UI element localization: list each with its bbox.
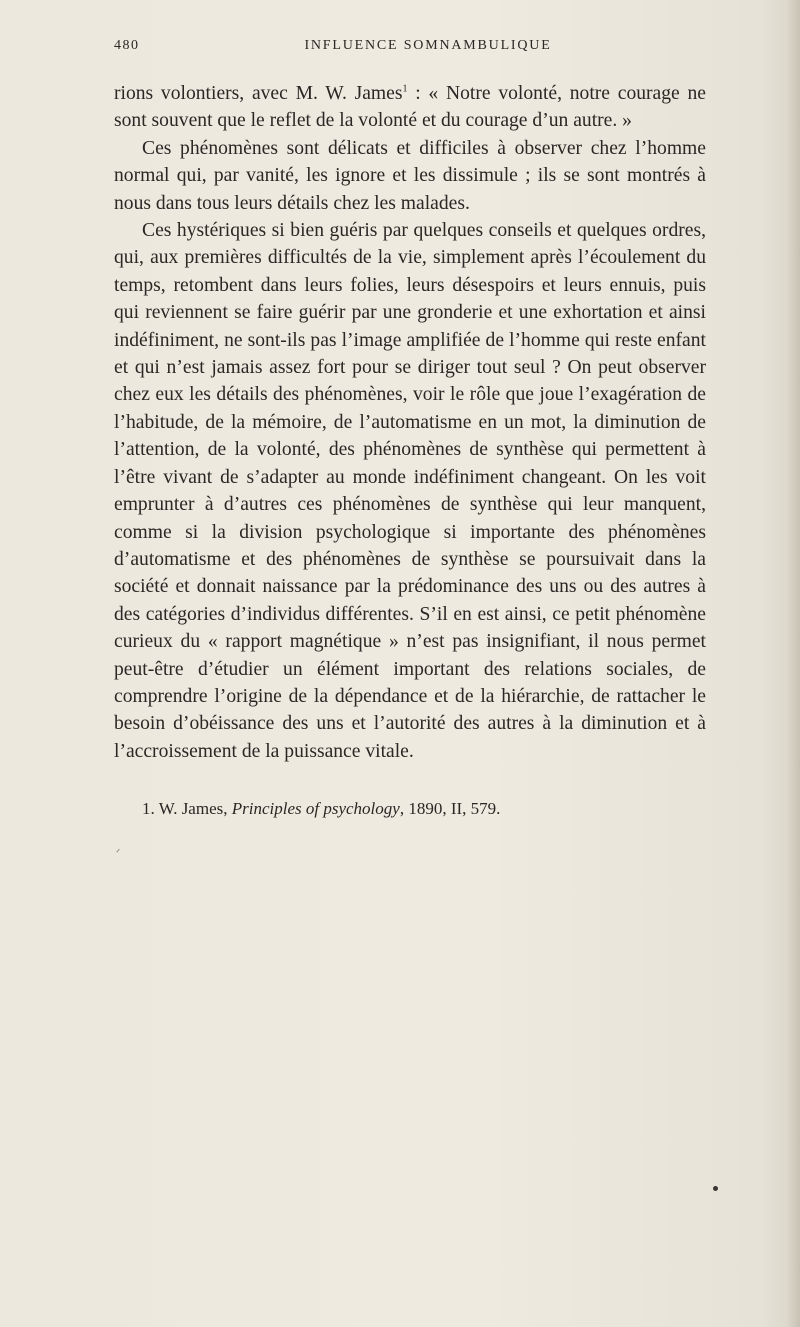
- ink-speck: [713, 1186, 718, 1191]
- footnote: [142, 798, 702, 820]
- page-number: 480: [114, 38, 140, 53]
- stray-mark: ᐟ: [116, 848, 121, 859]
- footnote-reference[interactable]: 1: [402, 83, 408, 95]
- paragraph-text: rions volontiers, avec M. W. James: [114, 83, 403, 104]
- paragraph: Ces phénomènes sont délicats et difficiles à observer chez l’homme normal qui, par vanité, les ignore et les dissimule ; ils se sont montrés à nous dans tous leurs détails chez les malades.: [114, 137, 706, 214]
- page-header: [114, 38, 706, 62]
- page-edge-shadow: [786, 0, 800, 1327]
- footnote-author: W. James,: [158, 799, 228, 818]
- footnote-title: Principles of psychology: [231, 799, 400, 818]
- footnote-details: , 1890, II, 579.: [399, 799, 501, 818]
- paragraph: Ces hystériques si bien guéris par quelques conseils et quelques ordres, qui, aux premières difficultés de la vie, simplement après l’écoulement du temps, retombent dans leurs folies, leurs désespoirs et leurs ennuis, puis qui reviennent se faire guérir par une gronderie et une exhortation et ainsi indéfiniment, ne sont-ils pas l’image amplifiée de l’homme qui reste enfant et qui n’est jamais assez fort pour se diriger tout seul ? On peut observer chez eux les détails des phénomènes, voir le rôle que joue l’exagération de l’habitude, de la mémoire, de l’automatisme en un mot, la diminution de l’attention, de la volonté, des phénomènes de synthèse qui permettent à l’être vivant de s’adapter au monde indéfiniment changeant. On les voit emprunter à d’autres ces phénomènes de synthèse qui leur manquent, comme si la division psychologique si importante des phénomènes d’automatisme et des phénomènes de synthèse se poursuivait dans la société et donnait naissance par la prédominance des uns ou des autres à des catégories d’individus différentes. S’il en est ainsi, ce petit phénomène curieux du « rapport magnétique » n’est pas insignifiant, il nous permet peut-être d’étudier un élément important des relations sociales, de comprendre l’origine de la dépendance et de la hiérarchie, de rattacher le besoin d’obéissance des uns et l’autorité des autres à la diminution et à l’accroissement de la puissance vitale.: [114, 220, 706, 762]
- paragraph-text: : « Notre volonté, notre courage ne sont souvent que le reflet de la volonté et du courage d’un autre. »: [114, 83, 706, 132]
- running-head: INFLUENCE SOMNAMBULIQUE: [304, 38, 552, 53]
- paragraph-continued: [114, 80, 706, 135]
- footnote-number: 1.: [142, 799, 155, 818]
- body-text: [114, 80, 706, 765]
